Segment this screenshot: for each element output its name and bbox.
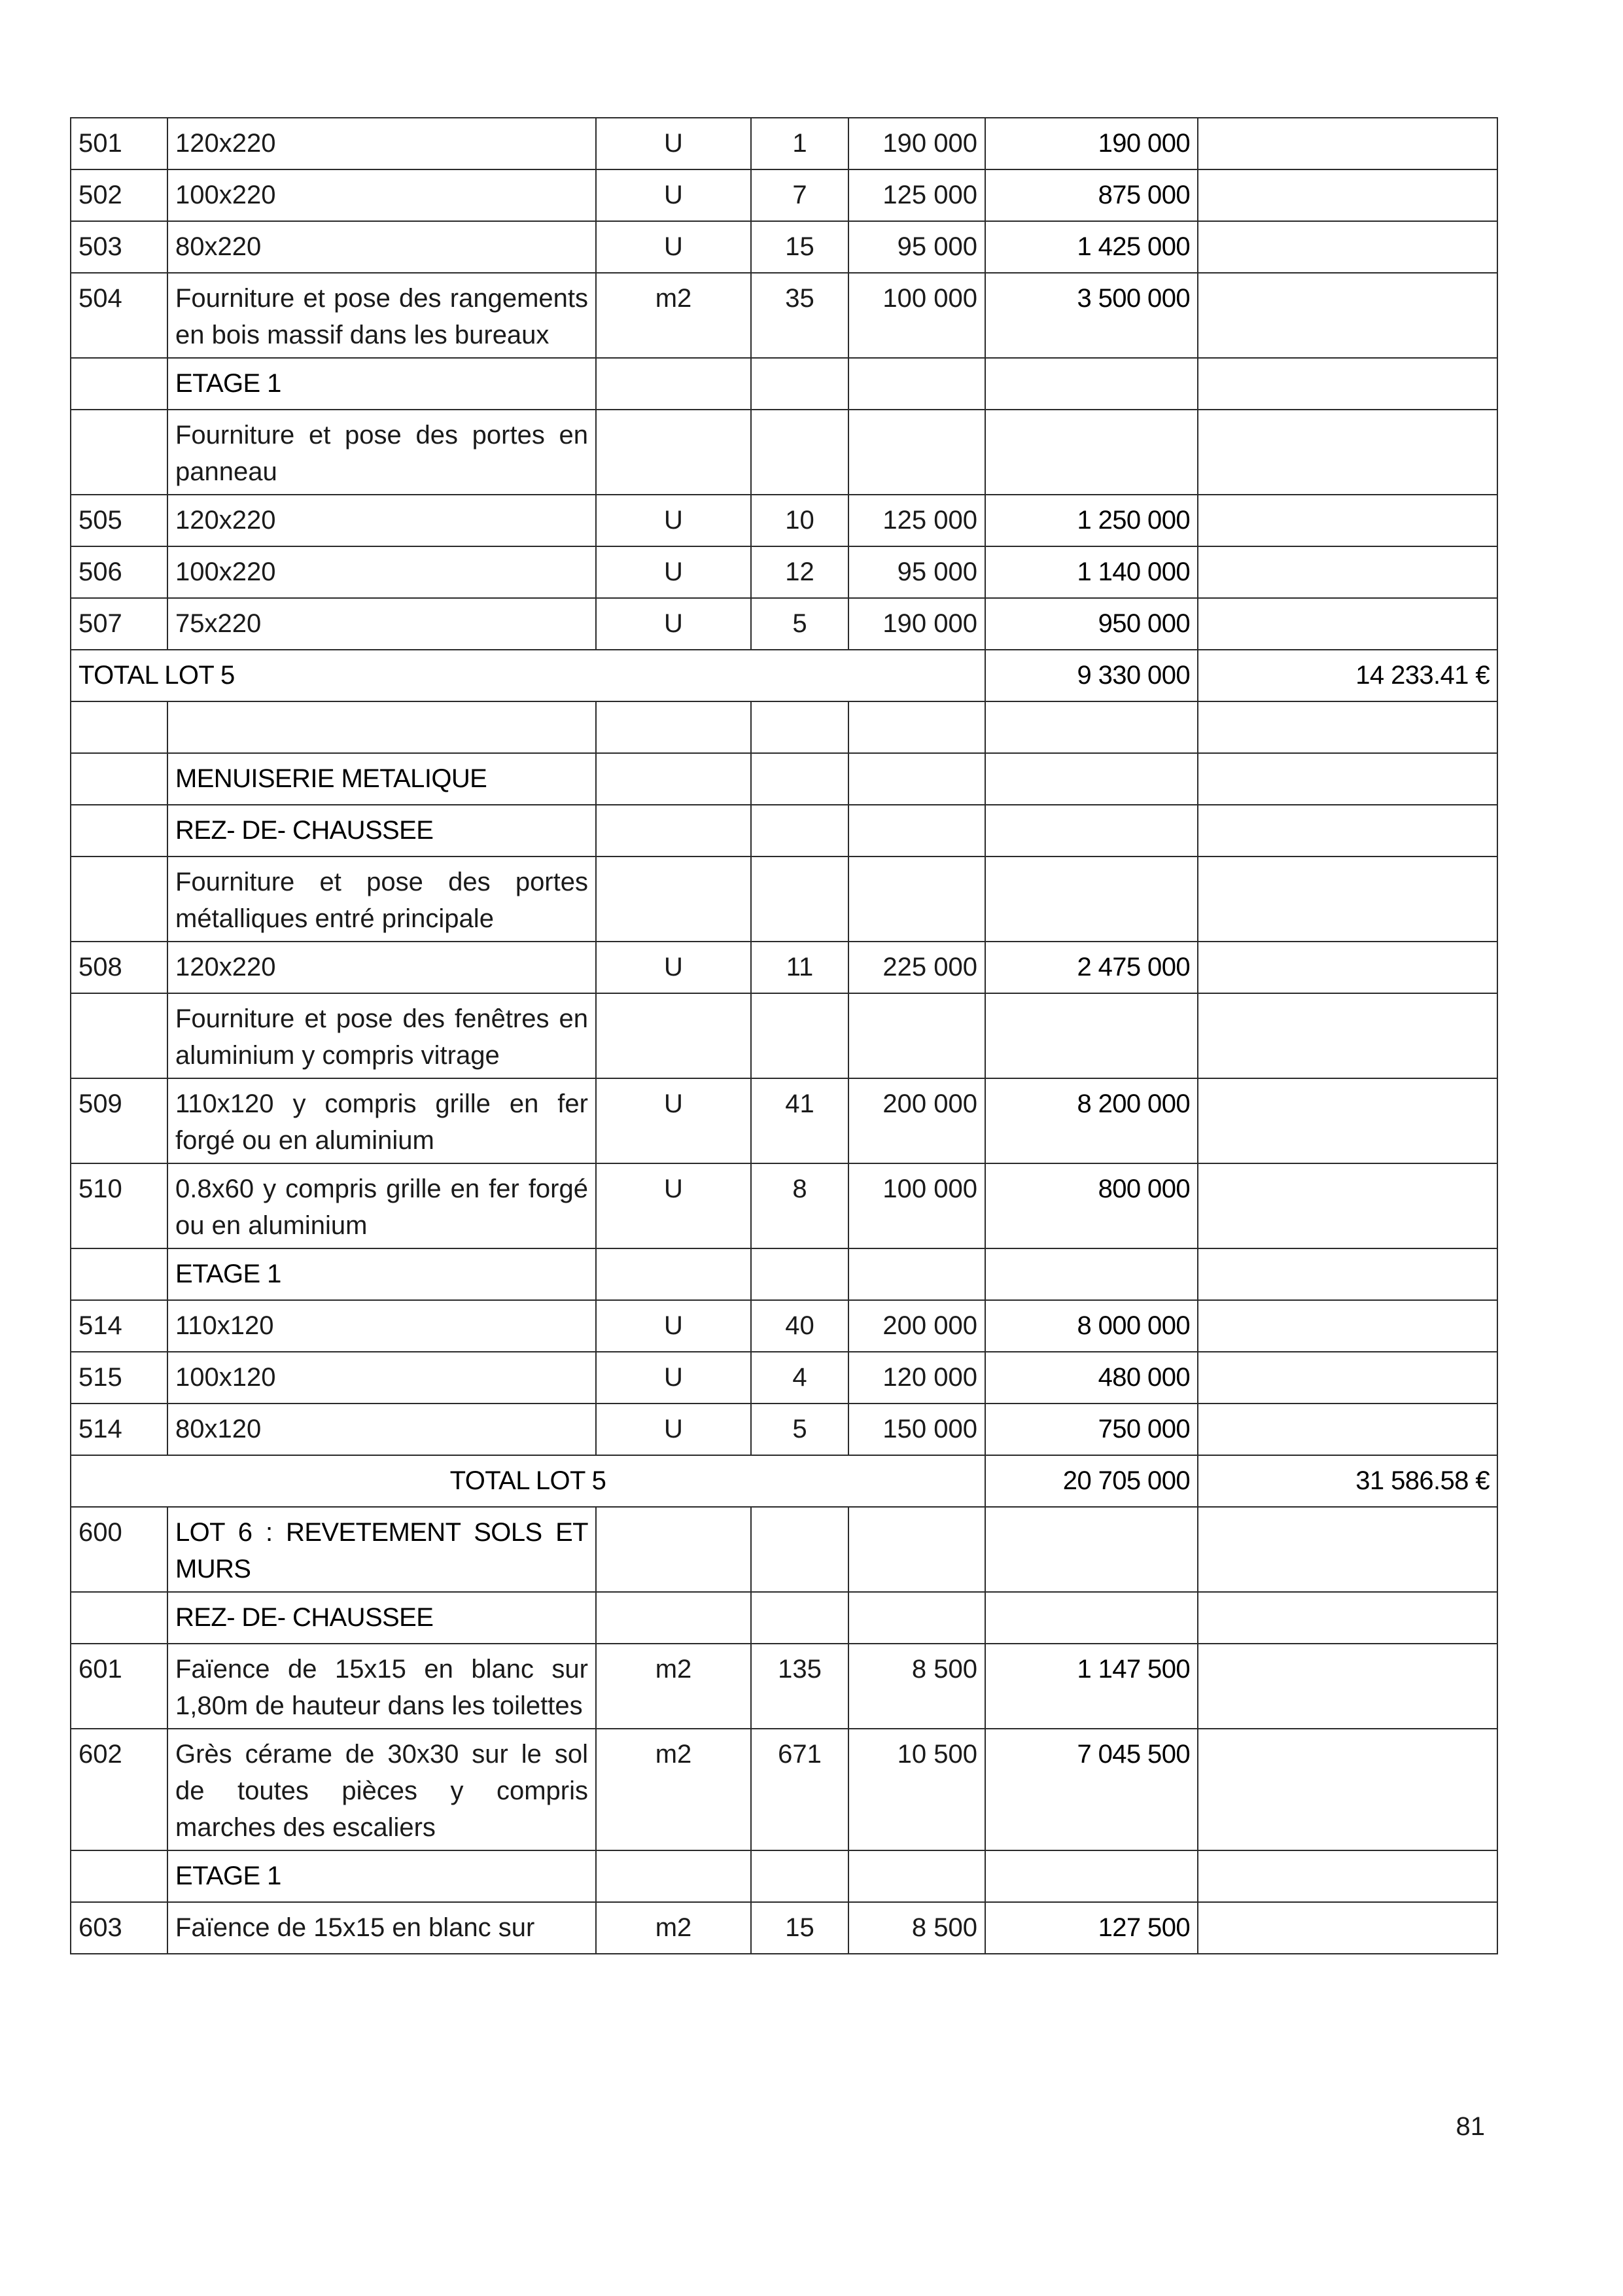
item-number-cell: 506 <box>71 546 167 598</box>
amount-cell <box>985 1248 1198 1300</box>
quantity-cell: 40 <box>751 1300 848 1352</box>
unit-price-cell: 200 000 <box>848 1078 985 1163</box>
amount-cell: 875 000 <box>985 169 1198 221</box>
amount-cell <box>985 1507 1198 1592</box>
table-row <box>71 1729 1497 1850</box>
table-row <box>71 1644 1497 1729</box>
unit-cell: U <box>596 1163 751 1248</box>
item-number-cell <box>71 410 167 495</box>
lot-total-euro: 14 233.41 € <box>1198 650 1497 701</box>
description-cell: Faïence de 15x15 en blanc sur 1,80m de hauteur dans les toilettes <box>167 1644 596 1729</box>
unit-price-cell: 200 000 <box>848 1300 985 1352</box>
description-cell: 110x120 y compris grille en fer forgé ou en aluminium <box>167 1078 596 1163</box>
item-number-cell: 514 <box>71 1300 167 1352</box>
euro-amount-cell <box>1198 221 1497 273</box>
quantity-cell: 15 <box>751 221 848 273</box>
unit-cell: m2 <box>596 1729 751 1850</box>
euro-amount-cell <box>1198 546 1497 598</box>
empty-cell <box>71 701 167 753</box>
unit-price-cell <box>848 1592 985 1644</box>
description-cell: Fourniture et pose des portes métalliques entré principale <box>167 857 596 942</box>
amount-cell <box>985 993 1198 1078</box>
quantity-cell <box>751 1248 848 1300</box>
table-row <box>71 1850 1497 1902</box>
euro-amount-cell <box>1198 805 1497 857</box>
amount-cell: 190 000 <box>985 118 1198 169</box>
amount-cell: 8 000 000 <box>985 1300 1198 1352</box>
unit-cell: U <box>596 221 751 273</box>
description-cell: Fourniture et pose des fenêtres en aluminium y compris vitrage <box>167 993 596 1078</box>
euro-amount-cell <box>1198 118 1497 169</box>
page-number: 81 <box>1456 2112 1485 2141</box>
table-row <box>71 495 1497 546</box>
lot-total-euro: 31 586.58 € <box>1198 1455 1497 1507</box>
table-row <box>71 118 1497 169</box>
unit-price-cell: 10 500 <box>848 1729 985 1850</box>
amount-cell <box>985 753 1198 805</box>
unit-price-cell <box>848 993 985 1078</box>
item-number-cell: 510 <box>71 1163 167 1248</box>
description-cell: 110x120 <box>167 1300 596 1352</box>
unit-cell: U <box>596 1352 751 1404</box>
amount-cell: 7 045 500 <box>985 1729 1198 1850</box>
quantity-cell: 12 <box>751 546 848 598</box>
table-row <box>71 221 1497 273</box>
unit-cell: U <box>596 169 751 221</box>
empty-cell <box>1198 701 1497 753</box>
quantity-cell: 35 <box>751 273 848 358</box>
amount-cell: 800 000 <box>985 1163 1198 1248</box>
description-cell: Fourniture et pose des rangements en bois massif dans les bureaux <box>167 273 596 358</box>
empty-cell <box>167 701 596 753</box>
unit-cell <box>596 1507 751 1592</box>
euro-amount-cell <box>1198 598 1497 650</box>
table-row <box>71 273 1497 358</box>
lot-total-amount: 20 705 000 <box>985 1455 1198 1507</box>
item-number-cell: 514 <box>71 1404 167 1455</box>
amount-cell: 127 500 <box>985 1902 1198 1954</box>
euro-amount-cell <box>1198 1163 1497 1248</box>
quantity-cell: 1 <box>751 118 848 169</box>
item-number-cell <box>71 753 167 805</box>
euro-amount-cell <box>1198 753 1497 805</box>
unit-cell <box>596 410 751 495</box>
table-row <box>71 546 1497 598</box>
item-number-cell: 600 <box>71 1507 167 1592</box>
table-row <box>71 857 1497 942</box>
euro-amount-cell <box>1198 857 1497 942</box>
description-cell: 0.8x60 y compris grille en fer forgé ou en aluminium <box>167 1163 596 1248</box>
table-row <box>71 993 1497 1078</box>
amount-cell: 2 475 000 <box>985 942 1198 993</box>
euro-amount-cell <box>1198 273 1497 358</box>
item-number-cell <box>71 358 167 410</box>
euro-amount-cell <box>1198 1248 1497 1300</box>
euro-amount-cell <box>1198 1850 1497 1902</box>
unit-cell <box>596 993 751 1078</box>
item-number-cell: 502 <box>71 169 167 221</box>
unit-price-cell <box>848 1850 985 1902</box>
euro-amount-cell <box>1198 1644 1497 1729</box>
section-heading-cell: REZ- DE- CHAUSSEE <box>167 1592 596 1644</box>
unit-price-cell <box>848 410 985 495</box>
unit-cell: U <box>596 1078 751 1163</box>
quantity-cell: 671 <box>751 1729 848 1850</box>
table-row <box>71 1300 1497 1352</box>
table-row <box>71 1078 1497 1163</box>
euro-amount-cell <box>1198 942 1497 993</box>
quantity-cell <box>751 805 848 857</box>
amount-cell: 1 140 000 <box>985 546 1198 598</box>
table-row <box>71 753 1497 805</box>
quantity-cell: 15 <box>751 1902 848 1954</box>
unit-price-cell: 100 000 <box>848 273 985 358</box>
table-row <box>71 805 1497 857</box>
amount-cell <box>985 1592 1198 1644</box>
euro-amount-cell <box>1198 1902 1497 1954</box>
bill-of-quantities-table <box>70 117 1498 1954</box>
amount-cell: 3 500 000 <box>985 273 1198 358</box>
unit-cell: m2 <box>596 273 751 358</box>
item-number-cell: 509 <box>71 1078 167 1163</box>
empty-cell <box>848 701 985 753</box>
description-cell: 120x220 <box>167 942 596 993</box>
table-row <box>71 1455 1497 1507</box>
table-row <box>71 358 1497 410</box>
amount-cell <box>985 857 1198 942</box>
section-heading-cell: MENUISERIE METALIQUE <box>167 753 596 805</box>
table-row <box>71 701 1497 753</box>
quantity-cell <box>751 410 848 495</box>
euro-amount-cell <box>1198 169 1497 221</box>
euro-amount-cell <box>1198 1300 1497 1352</box>
unit-price-cell <box>848 753 985 805</box>
lot-total-label: TOTAL LOT 5 <box>71 650 985 701</box>
item-number-cell <box>71 1850 167 1902</box>
description-cell: 80x120 <box>167 1404 596 1455</box>
quantity-cell <box>751 857 848 942</box>
description-cell: 80x220 <box>167 221 596 273</box>
quantity-cell: 4 <box>751 1352 848 1404</box>
item-number-cell: 508 <box>71 942 167 993</box>
unit-price-cell: 120 000 <box>848 1352 985 1404</box>
unit-price-cell: 100 000 <box>848 1163 985 1248</box>
amount-cell: 1 425 000 <box>985 221 1198 273</box>
unit-price-cell <box>848 358 985 410</box>
item-number-cell <box>71 805 167 857</box>
quantity-cell: 135 <box>751 1644 848 1729</box>
item-number-cell <box>71 1248 167 1300</box>
quantity-cell: 5 <box>751 1404 848 1455</box>
unit-cell: m2 <box>596 1644 751 1729</box>
table-row <box>71 1902 1497 1954</box>
quantity-cell <box>751 1507 848 1592</box>
amount-cell <box>985 805 1198 857</box>
amount-cell: 8 200 000 <box>985 1078 1198 1163</box>
unit-cell <box>596 857 751 942</box>
quantity-cell: 5 <box>751 598 848 650</box>
quantity-cell <box>751 1592 848 1644</box>
amount-cell: 480 000 <box>985 1352 1198 1404</box>
unit-price-cell: 8 500 <box>848 1644 985 1729</box>
lot-title-cell: LOT 6 : REVETEMENT SOLS ET MURS <box>167 1507 596 1592</box>
unit-price-cell: 8 500 <box>848 1902 985 1954</box>
unit-cell: U <box>596 495 751 546</box>
euro-amount-cell <box>1198 1507 1497 1592</box>
amount-cell: 950 000 <box>985 598 1198 650</box>
euro-amount-cell <box>1198 1729 1497 1850</box>
item-number-cell <box>71 993 167 1078</box>
unit-cell <box>596 358 751 410</box>
unit-price-cell <box>848 1507 985 1592</box>
quantity-cell: 8 <box>751 1163 848 1248</box>
description-cell: 100x220 <box>167 546 596 598</box>
item-number-cell: 602 <box>71 1729 167 1850</box>
table-row <box>71 1592 1497 1644</box>
euro-amount-cell <box>1198 410 1497 495</box>
unit-cell: U <box>596 1300 751 1352</box>
unit-cell <box>596 805 751 857</box>
description-cell: Faïence de 15x15 en blanc sur <box>167 1902 596 1954</box>
quantity-cell <box>751 753 848 805</box>
amount-cell <box>985 1850 1198 1902</box>
empty-cell <box>751 701 848 753</box>
item-number-cell: 603 <box>71 1902 167 1954</box>
amount-cell: 1 147 500 <box>985 1644 1198 1729</box>
item-number-cell <box>71 857 167 942</box>
description-cell: 100x120 <box>167 1352 596 1404</box>
description-cell: Grès cérame de 30x30 sur le sol de toutes pièces y compris marches des escaliers <box>167 1729 596 1850</box>
euro-amount-cell <box>1198 1352 1497 1404</box>
section-heading-cell: REZ- DE- CHAUSSEE <box>167 805 596 857</box>
unit-price-cell <box>848 1248 985 1300</box>
table-row <box>71 1507 1497 1592</box>
unit-cell: U <box>596 1404 751 1455</box>
lot-total-amount: 9 330 000 <box>985 650 1198 701</box>
unit-price-cell <box>848 805 985 857</box>
unit-cell <box>596 1850 751 1902</box>
quantity-cell <box>751 1850 848 1902</box>
amount-cell: 750 000 <box>985 1404 1198 1455</box>
description-cell: 120x220 <box>167 495 596 546</box>
table-row <box>71 1404 1497 1455</box>
unit-cell <box>596 753 751 805</box>
unit-cell: U <box>596 598 751 650</box>
amount-cell <box>985 410 1198 495</box>
unit-price-cell: 190 000 <box>848 598 985 650</box>
item-number-cell: 504 <box>71 273 167 358</box>
description-cell: 120x220 <box>167 118 596 169</box>
section-heading-cell: ETAGE 1 <box>167 1850 596 1902</box>
table-row <box>71 598 1497 650</box>
item-number-cell <box>71 1592 167 1644</box>
quantity-cell: 10 <box>751 495 848 546</box>
unit-price-cell: 95 000 <box>848 221 985 273</box>
euro-amount-cell <box>1198 495 1497 546</box>
description-cell: Fourniture et pose des portes en panneau <box>167 410 596 495</box>
euro-amount-cell <box>1198 1404 1497 1455</box>
item-number-cell: 501 <box>71 118 167 169</box>
euro-amount-cell <box>1198 358 1497 410</box>
description-cell: 100x220 <box>167 169 596 221</box>
item-number-cell: 505 <box>71 495 167 546</box>
quantity-cell <box>751 358 848 410</box>
unit-price-cell: 190 000 <box>848 118 985 169</box>
unit-price-cell <box>848 857 985 942</box>
euro-amount-cell <box>1198 993 1497 1078</box>
lot-total-label: TOTAL LOT 5 <box>71 1455 985 1507</box>
item-number-cell: 515 <box>71 1352 167 1404</box>
unit-cell: U <box>596 546 751 598</box>
unit-cell <box>596 1248 751 1300</box>
quantity-cell <box>751 993 848 1078</box>
table-row <box>71 410 1497 495</box>
unit-price-cell: 150 000 <box>848 1404 985 1455</box>
table-row <box>71 1248 1497 1300</box>
unit-price-cell: 225 000 <box>848 942 985 993</box>
unit-price-cell: 125 000 <box>848 495 985 546</box>
unit-cell: U <box>596 118 751 169</box>
table-body <box>71 118 1497 1954</box>
euro-amount-cell <box>1198 1078 1497 1163</box>
table-row <box>71 1352 1497 1404</box>
item-number-cell: 503 <box>71 221 167 273</box>
quantity-cell: 41 <box>751 1078 848 1163</box>
unit-price-cell: 125 000 <box>848 169 985 221</box>
table-row <box>71 650 1497 701</box>
section-heading-cell: ETAGE 1 <box>167 358 596 410</box>
description-cell: 75x220 <box>167 598 596 650</box>
unit-cell <box>596 1592 751 1644</box>
item-number-cell: 507 <box>71 598 167 650</box>
section-heading-cell: ETAGE 1 <box>167 1248 596 1300</box>
amount-cell <box>985 358 1198 410</box>
empty-cell <box>985 701 1198 753</box>
table-row <box>71 1163 1497 1248</box>
quantity-cell: 7 <box>751 169 848 221</box>
empty-cell <box>596 701 751 753</box>
table-row <box>71 942 1497 993</box>
item-number-cell: 601 <box>71 1644 167 1729</box>
quantity-cell: 11 <box>751 942 848 993</box>
unit-price-cell: 95 000 <box>848 546 985 598</box>
unit-cell: m2 <box>596 1902 751 1954</box>
euro-amount-cell <box>1198 1592 1497 1644</box>
amount-cell: 1 250 000 <box>985 495 1198 546</box>
unit-cell: U <box>596 942 751 993</box>
table-row <box>71 169 1497 221</box>
